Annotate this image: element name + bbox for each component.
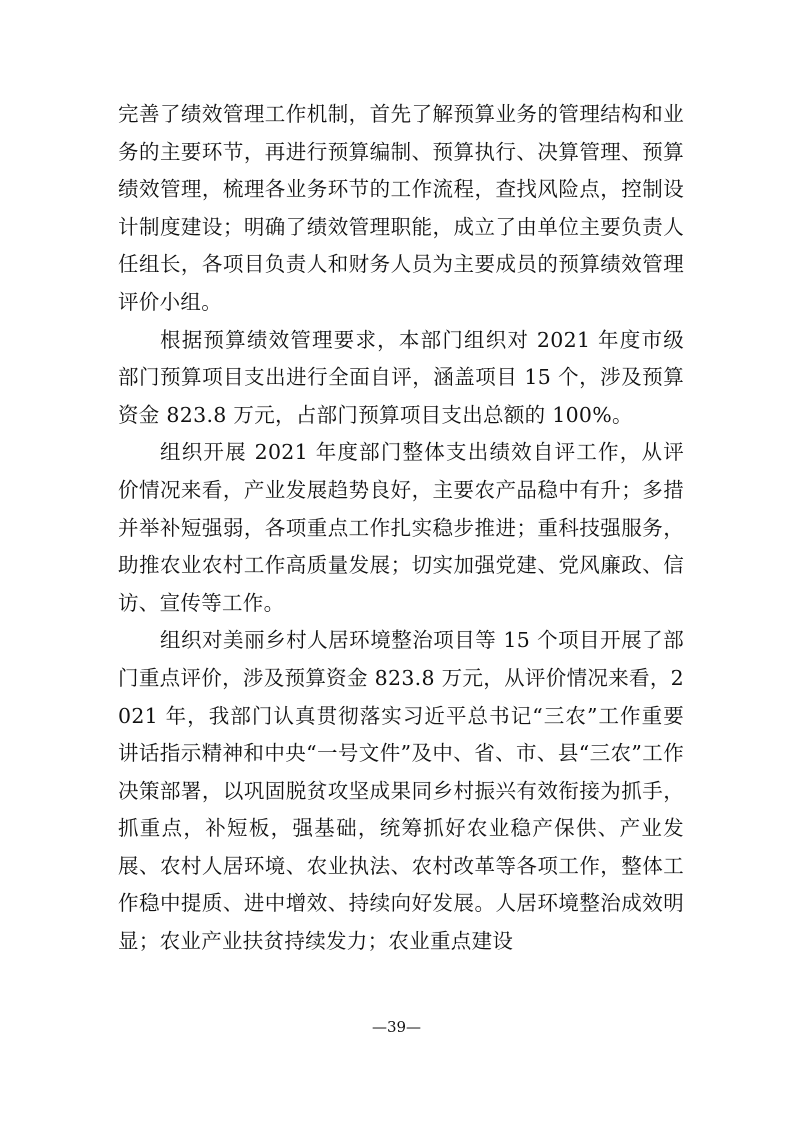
paragraph-2: 根据预算绩效管理要求，本部门组织对 2021 年度市级部门预算项目支出进行全面自评，涵盖项目 15 个，涉及预算资金 823.8 万元，占部门预算项目支出总额的 100%。 [118, 327, 684, 427]
paragraph-4: 组织对美丽乡村人居环境整治项目等 15 个项目开展了部门重点评价，涉及预算资金 823.8 万元，从评价情况来看，2021 年，我部门认真贯彻落实习近平总书记“三农”工作重要讲话指示精神和中央“一号文件”及中、省、市、县“三农”工作决策部署，以巩固脱贫攻坚成果同乡村振兴有效衔接为抓手，抓重点，补短板，强基础，统筹抓好农业稳产保供、产业发展、农村人居环境、农业执法、农村改革等各项工作，整体工作稳中提质、进中增效、持续向好发展。人居环境整治成效明显；农业产业扶贫持续发力；农业重点建设 [118, 628, 684, 954]
page-number: —39— [371, 1018, 422, 1036]
document-page [118, 96, 684, 961]
paragraph-1: 完善了绩效管理工作机制，首先了解预算业务的管理结构和业务的主要环节，再进行预算编制、预算执行、决算管理、预算绩效管理，梳理各业务环节的工作流程，查找风险点，控制设计制度建设；明确了绩效管理职能，成立了由单位主要负责人任组长，各项目负责人和财务人员为主要成员的预算绩效管理评价小组。 [118, 102, 684, 314]
paragraph-3: 组织开展 2021 年度部门整体支出绩效自评工作，从评价情况来看，产业发展趋势良好，主要农产品稳中有升；多措并举补短强弱，各项重点工作扎实稳步推进；重科技强服务，助推农业农村工作高质量发展；切实加强党建、党风廉政、信访、宣传等工作。 [118, 440, 684, 615]
